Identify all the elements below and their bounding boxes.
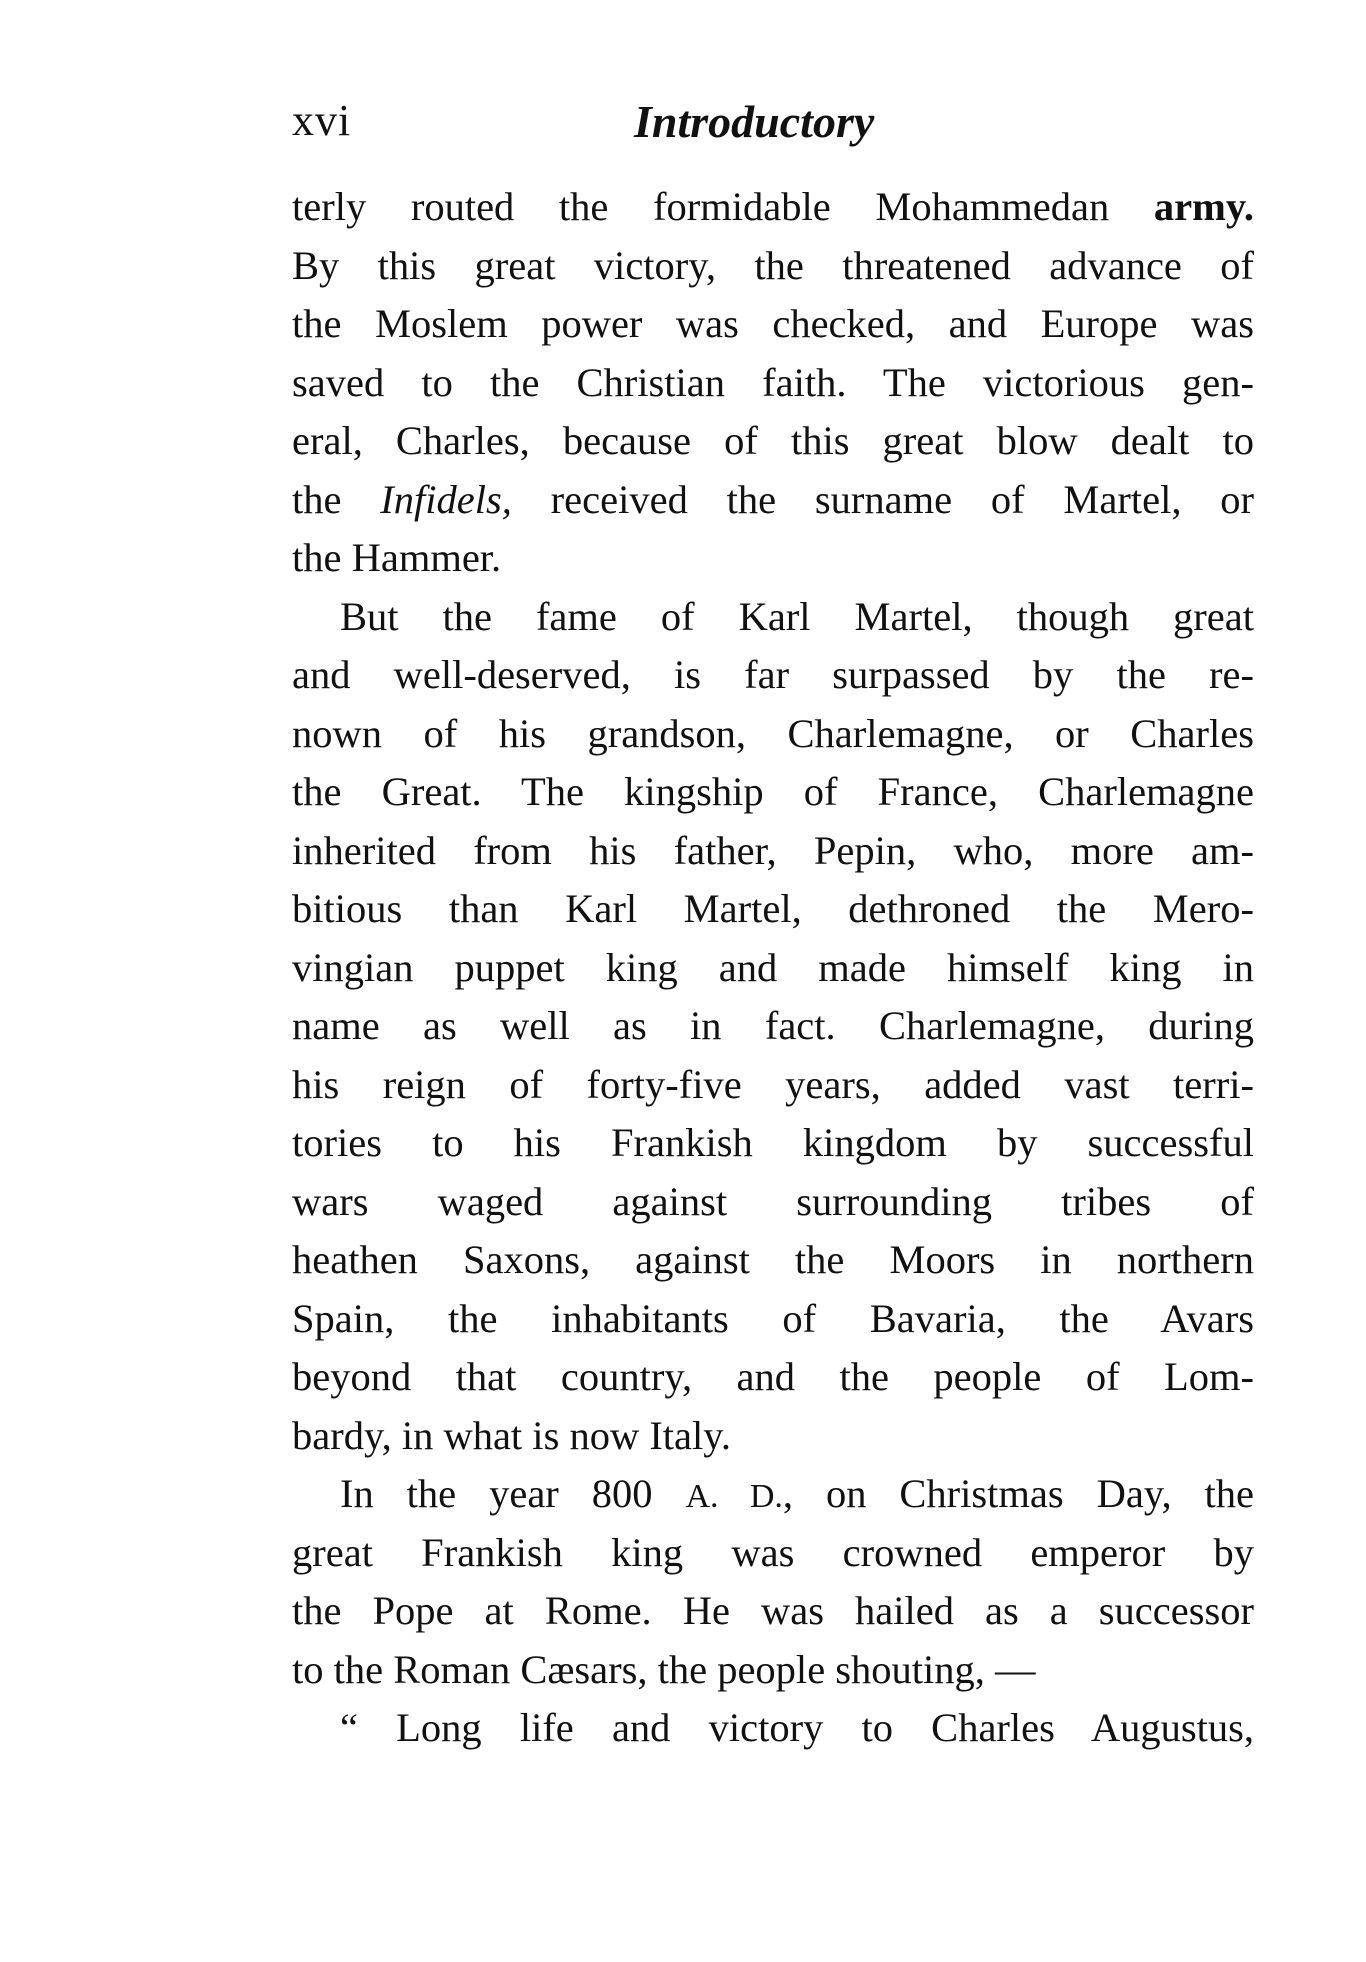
- text-line: bitious than Karl Martel, dethroned the Mero-: [292, 886, 1254, 931]
- paragraph-start-line: But the fame of Karl Martel, though great: [340, 593, 1254, 639]
- running-title: Introductory: [634, 96, 875, 147]
- text-line: terly routed the formidable Mohammedan army.: [292, 184, 1254, 229]
- text-line: vingian puppet king and made himself king in: [292, 944, 1254, 990]
- page-number: xvi: [292, 96, 352, 145]
- text-line: name as well as in fact. Charlemagne, during: [292, 1003, 1254, 1048]
- text-line: Spain, the inhabitants of Bavaria, the Avars: [292, 1295, 1254, 1341]
- paragraph-start-line: “ Long life and victory to Charles Augustus,: [340, 1705, 1254, 1750]
- text-line: the Hammer.: [292, 535, 502, 580]
- paragraph-start-line: In the year 800 A. D., on Christmas Day, the: [340, 1471, 1255, 1516]
- text-line: eral, Charles, because of this great blow dealt to: [292, 418, 1254, 463]
- body-text: [292, 178, 1254, 1758]
- text-line: tories to his Frankish kingdom by successful: [292, 1120, 1254, 1165]
- running-head: [292, 95, 1262, 155]
- text-line: and well-deserved, is far surpassed by the re-: [292, 652, 1254, 697]
- text-line: to the Roman Cæsars, the people shouting, —: [292, 1646, 1036, 1692]
- text-line: beyond that country, and the people of Lom-: [292, 1354, 1254, 1399]
- text-line: great Frankish king was crowned emperor by: [292, 1529, 1254, 1575]
- text-line: By this great victory, the threatened advance of: [292, 242, 1254, 288]
- text-line: the Great. The kingship of France, Charlemagne: [292, 769, 1254, 814]
- text-line: his reign of forty-five years, added vast terri-: [292, 1061, 1254, 1107]
- text-line: the Pope at Rome. He was hailed as a successor: [292, 1588, 1254, 1633]
- text-line: the Infidels, received the surname of Martel, or: [292, 476, 1255, 522]
- text-line: inherited from his father, Pepin, who, more am-: [292, 827, 1254, 873]
- text-line: nown of his grandson, Charlemagne, or Charles: [292, 710, 1254, 756]
- text-line: bardy, in what is now Italy.: [292, 1412, 732, 1458]
- text-line: wars waged against surrounding tribes of: [292, 1178, 1254, 1224]
- text-line: heathen Saxons, against the Moors in northern: [292, 1237, 1254, 1282]
- text-line: saved to the Christian faith. The victorious gen-: [292, 359, 1254, 405]
- text-line: the Moslem power was checked, and Europe was: [292, 301, 1254, 346]
